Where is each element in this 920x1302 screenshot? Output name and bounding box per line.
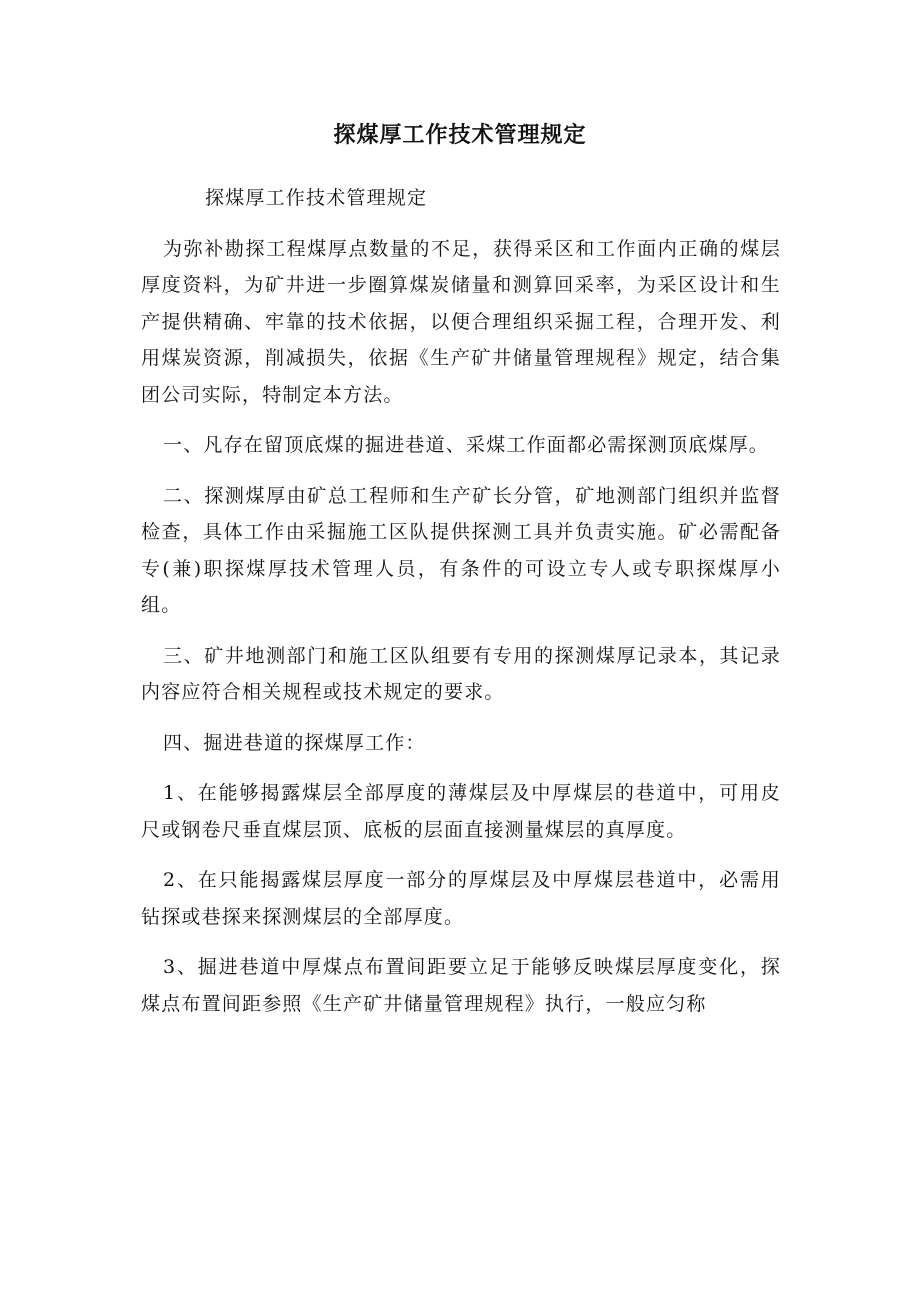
document-subtitle: 探煤厚工作技术管理规定	[205, 187, 428, 209]
paragraph-section-3: 三、矿井地测部门和施工区队组要有专用的探测煤厚记录本，其记录内容应符合相关规程或技术规定的要求。	[141, 644, 781, 703]
paragraph-intro: 为弥补勘探工程煤厚点数量的不足，获得采区和工作面内正确的煤层厚度资料，为矿井进一步圈算煤炭储量和测算回采率，为采区设计和生产提供精确、牢靠的技术依据，以便合理组织采掘工程，合理开发、利用煤炭资源，削减损失，依据《生产矿井储量管理规程》规定，结合集团公司实际，特制定本方法。	[141, 237, 781, 406]
paragraph-section-4-heading: 四、掘进巷道的探煤厚工作：	[163, 731, 426, 754]
document-body	[141, 180, 781, 1036]
document-title: 探煤厚工作技术管理规定	[333, 123, 587, 148]
paragraph-section-2: 二、探测煤厚由矿总工程师和生产矿长分管，矿地测部门组织并监督检查，具体工作由采掘施工区队提供探测工具并负责实施。矿必需配备专(兼)职探煤厚技术管理人员，有条件的可设立专人或专职探煤厚小组。	[141, 484, 781, 616]
paragraph-item-3: 3、掘进巷道中厚煤点布置间距要立足于能够反映煤层厚度变化，探煤点布置间距参照《生产矿井储量管理规程》执行，一般应匀称	[141, 956, 781, 1015]
paragraph-section-1: 一、凡存在留顶底煤的掘进巷道、采煤工作面都必需探测顶底煤厚。	[163, 434, 770, 456]
paragraph-item-2: 2、在只能揭露煤层厚度一部分的厚煤层及中厚煤层巷道中，必需用钻探或巷探来探测煤层的全部厚度。	[141, 869, 781, 928]
paragraph-item-1: 1、在能够揭露煤层全部厚度的薄煤层及中厚煤层的巷道中，可用皮尺或钢卷尺垂直煤层顶、底板的层面直接测量煤层的真厚度。	[141, 782, 781, 841]
